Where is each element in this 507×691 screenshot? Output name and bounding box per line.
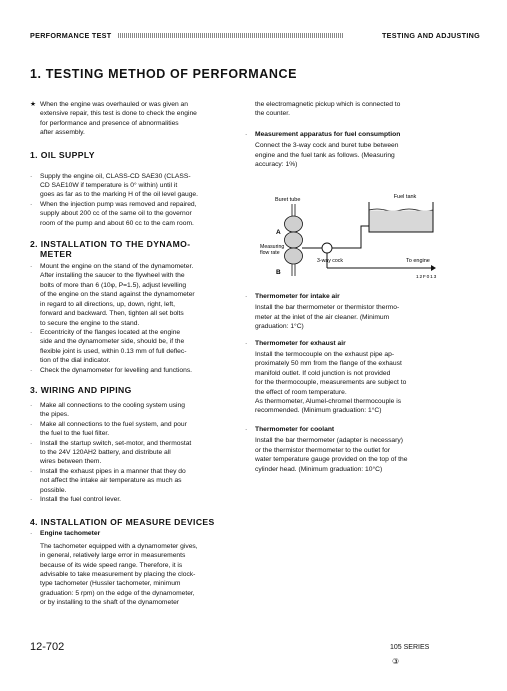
s2-bullet-3: · Check the dynamometer for levelling and functions. <box>30 366 228 375</box>
text-line: forward and backward. Then, tighten all set bolts <box>40 310 184 318</box>
s1-bullet-2: · When the injection pump was removed and repaired, supply about 200 cc of the same oil to the governor room of the pump and about 60 cc to the cam room. <box>30 200 228 228</box>
s4-subheading: · Engine tachometer <box>30 530 101 538</box>
exhaust-subheading: · Thermometer for exhaust air <box>245 339 346 347</box>
text-line: the fuel to the fuel filter. <box>40 430 110 438</box>
section-2-heading-cont: METER <box>40 249 73 260</box>
text-line: advisable to take measurement by placing the clock- <box>40 571 196 579</box>
text-line: extensive repair, this test is done to check the engine <box>40 110 197 118</box>
revision-mark: ③ <box>392 657 400 666</box>
coolant-paragraph <box>255 436 453 474</box>
buret-tube-label: Buret tube <box>275 197 301 203</box>
page-header <box>30 31 480 41</box>
text-line: supply about 200 cc of the same oil to the governor <box>40 210 192 218</box>
marker-b-label: B <box>276 269 281 276</box>
text-line: graduation: 1°C) <box>255 323 304 331</box>
text-line: CD SAE10W if temperature is 0° within) until it <box>40 182 178 190</box>
marker-a-label: A <box>276 229 281 236</box>
measuring-label: Measuring <box>260 244 285 250</box>
fuel-subheading: · Measurement apparatus for fuel consumption <box>245 130 401 138</box>
text-line: because of its wide speed range. Therefore, it is <box>40 561 183 569</box>
s2-bullet-2: · Eccentricity of the flanges located at the engine side and the dynamometer side, should be, if the flexible joint is used, within 0.13 mm of full deflec- tion of the dial indicator. <box>30 328 228 366</box>
text-line: Install the fuel control lever. <box>40 496 122 503</box>
text-line: cylinder head. (Minimum graduation: 10°C) <box>255 465 383 473</box>
fuel-measurement-diagram <box>255 188 445 280</box>
text-line: Mount the engine on the stand of the dynamometer. <box>40 263 194 271</box>
text-line: When the injection pump was removed and repaired, <box>40 200 197 208</box>
s4-paragraph <box>30 542 228 608</box>
text-line: type tachometer (Hussler tachometer, minimum <box>40 580 181 588</box>
section-2-heading: 2. INSTALLATION TO THE DYNAMO- <box>30 239 191 250</box>
coolant-subheading: · Thermometer for coolant <box>245 425 335 433</box>
figure-code: 12F013 <box>416 275 438 280</box>
s3-bullet-4: · Install the exhaust pipes in a manner that they do not affect the intake air temperature as much as possible. <box>30 467 228 495</box>
header-dotted-rule <box>118 33 344 38</box>
text-line: flexible joint is used, within 0.13 mm of full deflec- <box>40 347 187 355</box>
s3-bullet-1: · Make all connections to the cooling system using the pipes. <box>30 401 228 420</box>
text-line: goes as far as to the marking H of the oil level gauge. <box>40 191 198 199</box>
intake-subheading: · Thermometer for intake air <box>245 293 340 300</box>
section-4-heading: 4. INSTALLATION OF MEASURE DEVICES <box>30 517 215 528</box>
text-line: for the thermocouple, measurements are subject to <box>255 379 407 387</box>
text-line: Install the startup switch, set-motor, and thermostat <box>40 439 192 447</box>
text-line: Install the termocouple on the exhaust pipe ap- <box>255 351 395 359</box>
text-line: When the engine was overhauled or was given an <box>40 101 188 108</box>
three-way-cock-label: 3-way cock <box>317 258 343 264</box>
text-line: bolts of more than 6 (10φ, P=1.5), adjust levelling <box>40 281 187 289</box>
header-section-left: PERFORMANCE TEST <box>30 31 112 40</box>
text-line: tion of the dial indicator. <box>40 357 111 365</box>
s2-bullet-1: · Mount the engine on the stand of the dynamometer. After installing the saucer to the flywheel with the bolts of more than 6 (10φ, P=1.5), adjust levelling of the engine on the stand against the dynamometer in regard to all directions, up, down, right, left, forward and backward. Then, tighten all set bolts to secure the engine to the stand. <box>30 262 228 328</box>
text-line: Make all connections to the fuel system, and pour <box>40 420 187 428</box>
intro-note <box>30 100 228 138</box>
text-line: recommended. (Minimum graduation: 1°C) <box>255 407 382 415</box>
text-line: meter at the inlet of the air cleaner. (Minimum <box>255 313 390 321</box>
text-line: Supply the engine oil, CLASS-CD SAE30 (CLASS- <box>40 172 191 180</box>
text-line: or by installing to the shaft of the dynamometer <box>40 599 180 607</box>
text-line: The tachometer equipped with a dynamometer gives, <box>40 542 198 550</box>
section-1-heading: 1. OIL SUPPLY <box>30 149 95 160</box>
s3-bullet-3: · Install the startup switch, set-motor, and thermostat to the 24V 120AH2 battery, and distribute all wires between them. <box>30 439 228 467</box>
text-line: graduation: 5 rpm) on the edge of the dynamometer, <box>40 589 195 597</box>
text-line: in general, relatively large error in measurements <box>40 552 186 560</box>
page-number: 12-702 <box>30 641 65 653</box>
fuel-tank <box>369 202 433 232</box>
text-line: manifold outlet. If cold junction is not provided <box>255 369 391 377</box>
to-engine-label: To engine <box>406 258 430 264</box>
text-line: Install the bar thermometer or thermistor thermo- <box>255 304 400 312</box>
text-line: water temperature gauge provided on the top of the <box>255 456 408 464</box>
text-line: Eccentricity of the flanges located at the engine <box>40 328 181 336</box>
s3-bullet-5: · Install the fuel control lever. <box>30 495 228 504</box>
text-line: wires between them. <box>40 458 102 466</box>
text-line: Make all connections to the cooling system using <box>40 401 185 409</box>
text-line: the counter. <box>255 110 290 118</box>
left-column <box>30 100 228 608</box>
s3-bullet-2: · Make all connections to the fuel system, and pour the fuel to the fuel filter. <box>30 420 228 439</box>
continued-text <box>255 100 453 119</box>
fuel-tank-label: Fuel tank <box>393 194 417 200</box>
text-line: Install the bar thermometer (adapter is necessary) <box>255 437 403 445</box>
text-line: Install the exhaust pipes in a manner that they do <box>40 467 186 475</box>
buret-tube <box>285 204 303 276</box>
text-line: As thermometer, Alumel-chromel thermocouple is <box>255 398 402 406</box>
intro-text <box>40 100 228 138</box>
text-line: Connect the 3-way cock and buret tube between <box>255 142 399 150</box>
text-line: side and the dynamometer side, should be, if the <box>40 338 185 346</box>
text-line: the effect of room temperature. <box>255 388 347 396</box>
text-line: not affect the intake air temperature as much as <box>40 477 182 485</box>
text-line: to the 24V 120AH2 battery, and distribute all <box>40 448 171 456</box>
text-line: in regard to all directions, up, down, right, left, <box>40 300 175 308</box>
star-marker-icon: ★ <box>30 101 36 108</box>
text-line: to secure the engine to the stand. <box>40 319 140 327</box>
text-line: engine and the fuel tank as follows. (Measuring <box>255 151 395 159</box>
series-label: 105 SERIES <box>390 644 430 651</box>
text-line: after assembly. <box>40 129 85 137</box>
right-column-bottom <box>245 292 453 474</box>
three-way-cock <box>302 243 436 271</box>
text-line: accuracy: 1%) <box>255 161 298 169</box>
exhaust-paragraph <box>255 350 453 416</box>
text-line: for performance and presence of abnormalities <box>40 119 179 127</box>
fuel-paragraph <box>255 141 453 169</box>
text-line: proximately 50 mm from the flange of the exhaust <box>255 360 402 368</box>
intake-paragraph <box>255 303 453 331</box>
s1-bullet-1: · Supply the engine oil, CLASS-CD SAE30 (CLASS- CD SAE10W if temperature is 0° within) until it goes as far as to the marking H of the oil level gauge. <box>30 172 228 200</box>
text-line: After installing the saucer to the flywheel with the <box>40 272 185 280</box>
text-line: Check the dynamometer for levelling and functions. <box>40 366 193 374</box>
section-3-heading: 3. WIRING AND PIPING <box>30 384 132 395</box>
text-line: of the engine on the stand against the dynamometer <box>40 291 195 299</box>
text-line: the electromagnetic pickup which is connected to <box>255 101 401 108</box>
right-column-top <box>245 100 453 169</box>
text-line: possible. <box>40 486 67 494</box>
header-section-right: TESTING AND ADJUSTING <box>381 31 480 40</box>
text-line: or the thermistor thermometer to the outlet for <box>255 446 390 454</box>
text-line: the pipes. <box>40 411 69 419</box>
text-line: room of the pump and about 60 cc to the cam room. <box>40 219 194 227</box>
page-title: 1. TESTING METHOD OF PERFORMANCE <box>30 67 298 81</box>
flow-rate-label: flow rate <box>260 250 280 256</box>
